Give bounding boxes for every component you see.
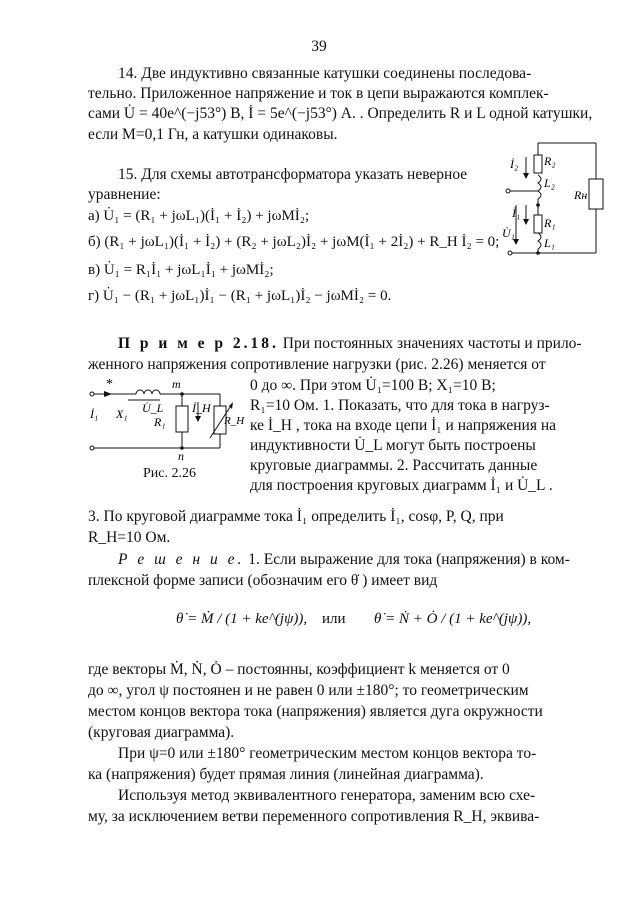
- page-number: 39: [311, 38, 327, 55]
- label-r1: R₁: [154, 415, 166, 429]
- formula-left: θ̇ = Ṁ / (1 + ke^(jψ)),: [176, 611, 308, 627]
- example-line2: женного напряжения сопротивление нагрузки (рис. 2.26) меняется от: [88, 356, 546, 373]
- terminal-top: [506, 189, 510, 193]
- solution-p2-line3: местом концов вектора тока (напряжения) является дуга окружности: [88, 703, 543, 720]
- label-rh: R_H: [224, 415, 245, 427]
- label-rn: Rн: [574, 188, 588, 202]
- terminal-bottom: [508, 251, 512, 255]
- equation-b: б) (R₁ + jωL₁)(İ₁ + İ₂) + (R₂ + jωL₂)İ₂ + jωM(İ₁ + 2İ₂) + R_H İ₂ = 0;: [88, 234, 500, 250]
- problem14-line4: если M=0,1 Гн, а катушки одинаковы.: [88, 126, 338, 143]
- label-m: m: [172, 377, 181, 391]
- example-line5: ке İ_H , тока на входе цепи İ₁ и напряжения на: [250, 417, 557, 434]
- autotransformer-circuit: [500, 135, 612, 263]
- label-l2: L₂: [544, 176, 555, 190]
- equation-v: в) U̇₁ = R₁İ₁ + jωL₁İ₁ + jωMİ₂;: [88, 262, 274, 278]
- label-ul: U̇_L: [142, 401, 164, 415]
- node-m: [180, 392, 184, 396]
- solution-p3-line1: При ψ=0 или ±180° геометрическим местом концов вектора то-: [118, 745, 537, 762]
- label-r2: R₂: [544, 154, 556, 168]
- arrow-i2-icon: [523, 173, 529, 179]
- label-n: n: [178, 449, 184, 463]
- problem15-line2: уравнение:: [88, 186, 161, 203]
- example-line1-rest: При постоянных значениях частоты и прило-: [282, 335, 582, 352]
- label-u1: U̇₁: [502, 226, 515, 240]
- formula-or: или: [322, 611, 346, 627]
- example-heading: П р и м е р 2.18.: [118, 335, 279, 352]
- solution-p3-line2: ка (напряжения) будет прямая линия (линейная диаграмма).: [88, 766, 484, 783]
- example-line4: R₁=10 Ом. 1. Показать, что для тока в нагруз-: [250, 397, 550, 414]
- example-line10: R_H=10 Ом.: [88, 529, 171, 546]
- example-line3: 0 до ∞. При этом U̇₁=100 В; X₁=10 В;: [250, 377, 496, 394]
- problem14-line3: сами U̇ = 40e^(−j53°) В, İ = 5e^(−j53°) А. . Определить R и L одной катушки,: [88, 105, 593, 122]
- label-i1: İ₁: [512, 206, 521, 220]
- node-bottom: [536, 251, 540, 255]
- example-line7: круговые диаграммы. 2. Рассчитать данные: [250, 457, 538, 474]
- problem14-line2: тельно. Приложенное напряжение и ток в цепи выражаются комплек-: [88, 85, 549, 102]
- terminal-out: [90, 446, 94, 450]
- example-side-text: [250, 376, 594, 496]
- solution-line2: плексной форме записи (обозначим его θ̇ ) имеет вид: [88, 572, 438, 589]
- example-line8: для построения круговых диаграмм İ₁ и U̇_L .: [250, 477, 553, 494]
- example-line1: [88, 334, 594, 354]
- label-i2: İ₂: [510, 157, 519, 171]
- label-ih: İ_H: [192, 401, 211, 415]
- figure-2-26-circuit: [86, 376, 245, 463]
- problem15-line1: 15. Для схемы автотрансформатора указать неверное: [118, 166, 468, 183]
- problem14-line1: 14. Две индуктивно связанные катушки соединены последова-: [118, 65, 532, 82]
- solution-p2-line4: (круговая диаграмма).: [88, 724, 235, 741]
- label-star: *: [106, 377, 113, 392]
- example-line9: 3. По круговой диаграмме тока İ₁ определить İ₁, cosφ, P, Q, при: [88, 508, 504, 525]
- example-line6: индуктивности U̇_L могут быть построены: [250, 437, 536, 454]
- arrow-i1-icon: [523, 219, 529, 225]
- terminal-in: [90, 392, 94, 396]
- solution-p2-line2: до ∞, угол ψ постоянен и не равен 0 или ±180°; то геометрическим: [88, 682, 529, 699]
- solution-p2-line1: где векторы Ṁ, Ṅ, Ȯ – постоянны, коэффициент k меняется от 0: [88, 661, 510, 678]
- equation-a: а) U̇₁ = (R₁ + jωL₁)(İ₁ + İ₂) + jωMİ₂;: [88, 208, 310, 224]
- solution-heading: Р е ш е н и е.: [118, 551, 245, 568]
- label-x1: X₁: [116, 407, 128, 421]
- equation-g: г) U̇₁ − (R₁ + jωL₁)İ₁ − (R₁ + jωL₁)İ₂ − jωMİ₂ = 0.: [88, 288, 392, 304]
- solution-line1: [88, 550, 594, 570]
- label-l1: L₁: [544, 236, 555, 250]
- solution-p4-line1: Используя метод эквивалентного генератора, заменим всю схе-: [118, 787, 536, 804]
- arrow-ih-icon: [195, 416, 201, 422]
- solution-p4-line2: му, за исключением ветви переменного сопротивления R_H, эквива-: [88, 808, 540, 825]
- label-r1: R₁: [544, 216, 556, 230]
- node-tap: [536, 203, 540, 207]
- figure-caption: Рис. 2.26: [143, 466, 196, 481]
- solution-line1-rest: 1. Если выражение для тока (напряжения) в ком-: [248, 551, 570, 568]
- formula-right: θ̇ = Ṅ + Ȯ / (1 + ke^(jψ)),: [374, 611, 532, 627]
- label-i1: İ₁: [90, 407, 99, 421]
